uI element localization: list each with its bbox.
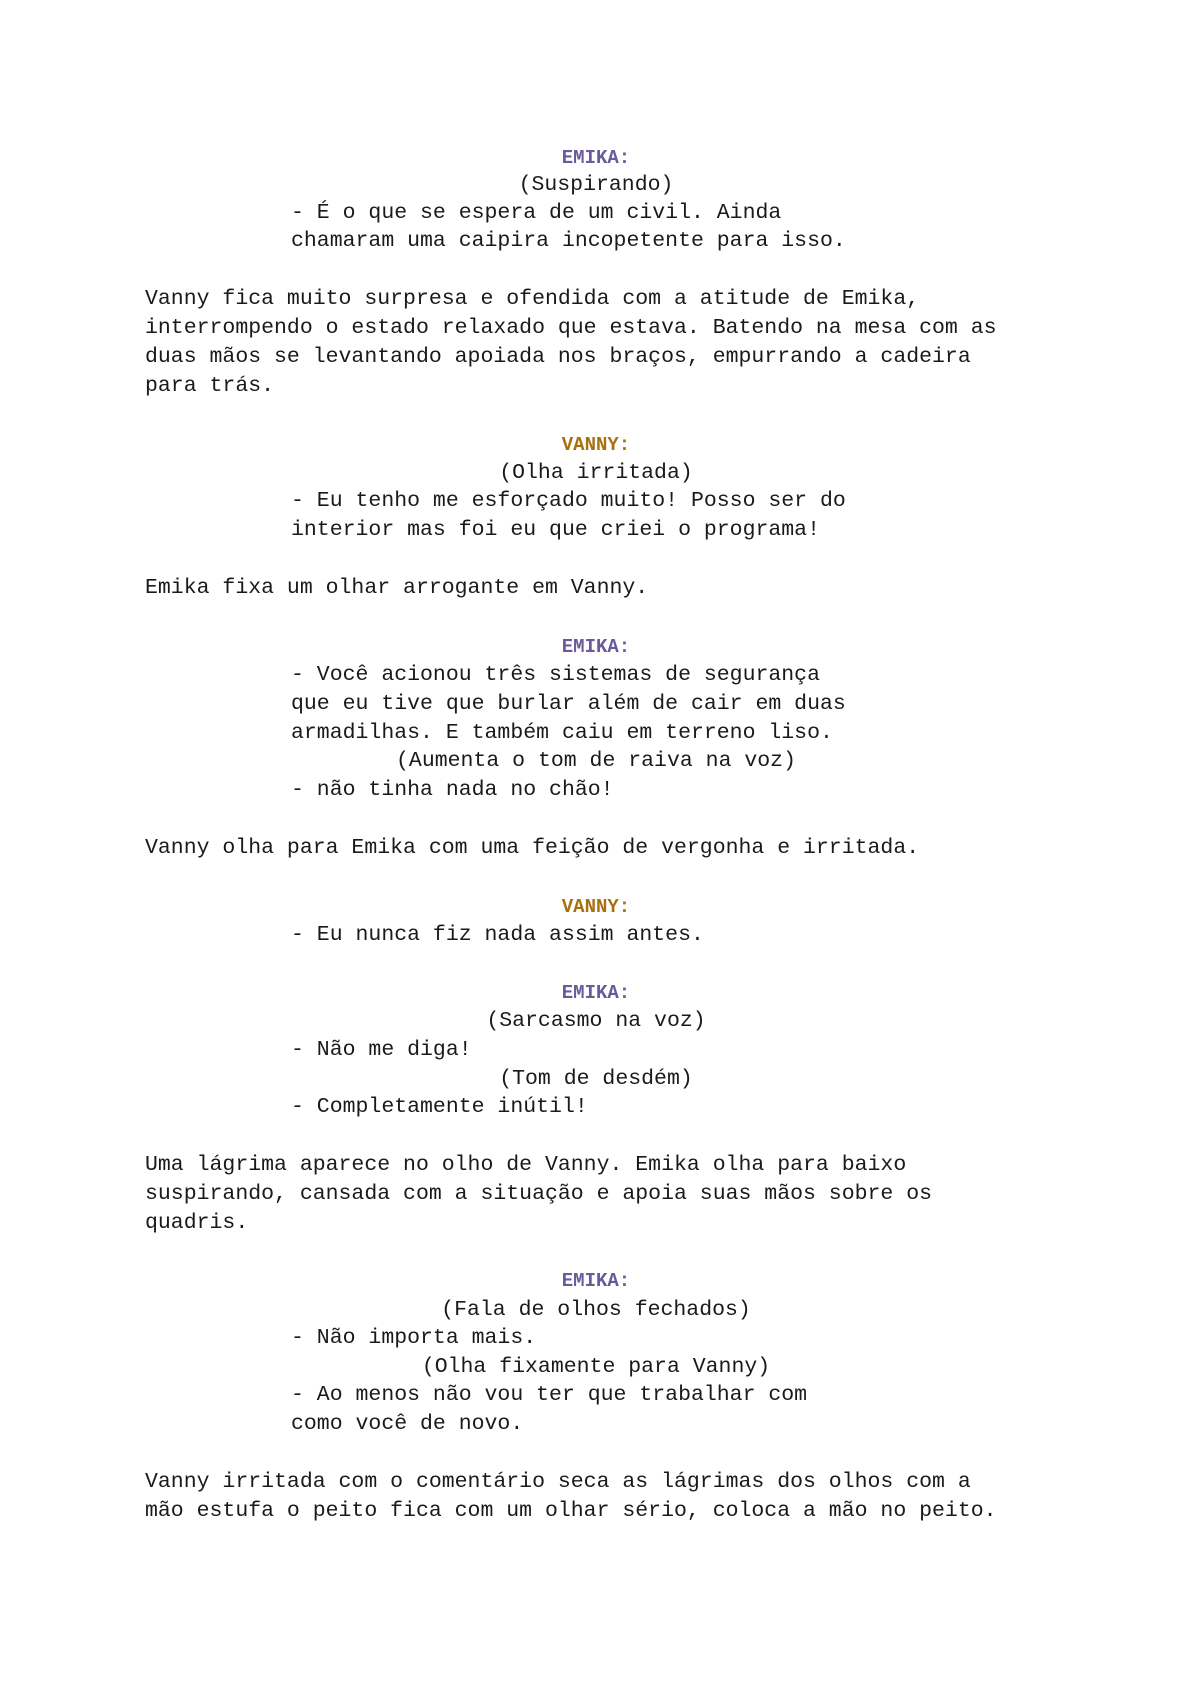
dialogue-line: chamaram uma caipira incopetente para isso. (291, 229, 846, 253)
dialogue-line: que eu tive que burlar além de cair em duas (291, 692, 846, 716)
action-line: Emika fixa um olhar arrogante em Vanny. (145, 576, 649, 600)
action-line: interrompendo o estado relaxado que estava. Batendo na mesa com as (145, 316, 997, 340)
action-line: suspirando, cansada com a situação e apoia suas mãos sobre os (145, 1182, 933, 1206)
action-line: mão estufa o peito fica com um olhar sério, coloca a mão no peito. (145, 1499, 997, 1523)
dialogue-line: armadilhas. E também caiu em terreno liso. (291, 721, 833, 745)
action-line: para trás. (145, 374, 275, 398)
parenthetical: (Tom de desdém) (499, 1067, 693, 1091)
action-line: Uma lágrima aparece no olho de Vanny. Emika olha para baixo (145, 1153, 907, 1177)
action-line: Vanny irritada com o comentário seca as lágrimas dos olhos com a (145, 1470, 971, 1494)
dialogue-line: - Você acionou três sistemas de segurança (291, 663, 820, 687)
character-name-vanny: VANNY: (561, 896, 631, 918)
dialogue-line: - não tinha nada no chão! (291, 778, 614, 802)
parenthetical: (Olha irritada) (499, 461, 693, 485)
action-line: Vanny olha para Emika com uma feição de vergonha e irritada. (145, 836, 920, 860)
parenthetical: (Olha fixamente para Vanny) (421, 1355, 771, 1379)
parenthetical: (Aumenta o tom de raiva na voz) (396, 749, 796, 773)
dialogue-line: - Não importa mais. (291, 1326, 537, 1350)
dialogue-line: - Não me diga! (291, 1038, 472, 1062)
parenthetical: (Suspirando) (518, 173, 674, 197)
character-name-emika: EMIKA: (561, 982, 631, 1004)
character-name-emika: EMIKA: (561, 636, 631, 658)
parenthetical: (Sarcasmo na voz) (486, 1009, 706, 1033)
dialogue-line: - Eu nunca fiz nada assim antes. (291, 923, 704, 947)
dialogue-line: - Eu tenho me esforçado muito! Posso ser do (291, 489, 846, 513)
dialogue-line: como você de novo. (291, 1412, 524, 1436)
character-name-emika: EMIKA: (561, 147, 631, 169)
dialogue-line: - É o que se espera de um civil. Ainda (291, 201, 782, 225)
dialogue-line: - Completamente inútil! (291, 1095, 588, 1119)
parenthetical: (Fala de olhos fechados) (441, 1298, 751, 1322)
dialogue-line: - Ao menos não vou ter que trabalhar com (291, 1383, 808, 1407)
dialogue-line: interior mas foi eu que criei o programa! (291, 518, 820, 542)
action-line: duas mãos se levantando apoiada nos braços, empurrando a cadeira (145, 345, 971, 369)
action-line: Vanny fica muito surpresa e ofendida com a atitude de Emika, (145, 287, 920, 311)
action-line: quadris. (145, 1211, 249, 1235)
character-name-emika: EMIKA: (561, 1270, 631, 1292)
character-name-vanny: VANNY: (561, 434, 631, 456)
